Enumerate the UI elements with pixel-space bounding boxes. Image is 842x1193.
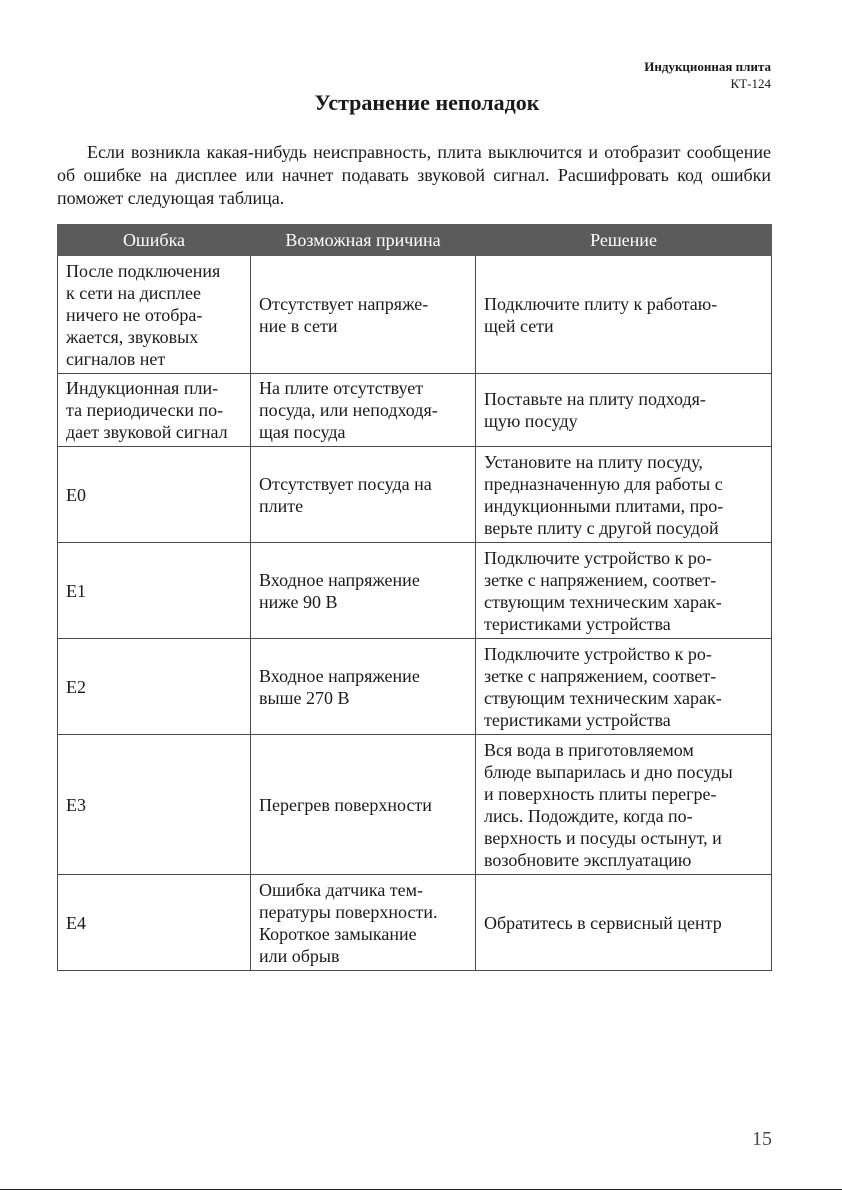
cell-text-line: E3	[66, 794, 86, 815]
cell-text-line: Отсутствует посуда на	[259, 473, 432, 494]
error-cell	[58, 374, 251, 447]
cause-cell	[251, 256, 476, 374]
cell-text-line: и поверхность плиты перегре-	[484, 783, 717, 804]
error-cell	[58, 256, 251, 374]
running-header	[644, 58, 771, 92]
cell-text-line: ствующим техническим харак-	[484, 687, 722, 708]
cell-text-line: предназначенную для работы с	[484, 473, 723, 494]
page-title: Устранение неполадок	[314, 90, 540, 115]
cell-text-line: ние в сети	[259, 315, 338, 336]
cause-cell	[251, 735, 476, 875]
cell-text-line: теристиками устройства	[484, 613, 671, 634]
column-header-solution: Решение	[476, 225, 772, 256]
cell-text-line: Отсутствует напряже-	[259, 293, 429, 314]
cell-text-line: сигналов нет	[66, 348, 166, 369]
cell-text-line: выше 270 В	[259, 687, 350, 708]
cell-text-line: возобновите эксплуатацию	[484, 849, 692, 870]
intro-paragraph: Если возникла какая-нибудь неисправность, плита выключится и отобразит сообщение об ошибке на дисплее или начнет подавать звуковой сигнал. Расшифровать код ошибки поможет следующая таблица.	[57, 142, 771, 208]
cell-text-line: зетке с напряжением, соответ-	[484, 665, 717, 686]
troubleshooting-table	[57, 224, 772, 971]
cell-text-line: щая посуда	[259, 422, 346, 442]
cell-text-line: жается, звуковых	[66, 326, 199, 347]
cell-text-line: Ошибка датчика тем-	[259, 879, 424, 900]
cell-text-line: Вся вода в приготовляемом	[484, 739, 694, 760]
cause-cell	[251, 875, 476, 971]
solution-cell	[476, 735, 772, 875]
cell-text-line: или обрыв	[259, 945, 340, 966]
error-cell	[58, 735, 251, 875]
cause-cell	[251, 639, 476, 735]
table-row	[58, 735, 772, 875]
solution-cell	[476, 875, 772, 971]
cell-text-line: ствующим техническим харак-	[484, 591, 722, 612]
cell-text-line: Установите на плиту посуду,	[484, 451, 703, 472]
column-header-cause: Возможная причина	[251, 225, 476, 256]
error-cell	[58, 447, 251, 543]
cell-text-line: Поставьте на плиту подходя-	[484, 389, 706, 409]
table-row	[58, 875, 772, 971]
cell-text-line: индукционными плитами, про-	[484, 495, 724, 516]
cell-text-line: лись. Подождите, когда по-	[484, 805, 693, 826]
table-row	[58, 447, 772, 543]
error-cell	[58, 639, 251, 735]
table-row	[58, 639, 772, 735]
cell-text-line: ничего не отобра-	[66, 304, 203, 325]
cell-text-line: дает звуковой сигнал	[66, 422, 228, 442]
cell-text-line: Подключите устройство к ро-	[484, 547, 712, 568]
error-cell	[58, 875, 251, 971]
error-cell	[58, 543, 251, 639]
solution-cell	[476, 374, 772, 447]
product-name: Индукционная плита	[644, 59, 771, 74]
cell-text-line: та периодически по-	[66, 400, 224, 420]
cell-text-line: зетке с напряжением, соответ-	[484, 569, 717, 590]
table-row	[58, 374, 772, 447]
cell-text-line: Индукционная пли-	[66, 378, 219, 398]
cause-cell	[251, 374, 476, 447]
cell-text-line: Входное напряжение	[259, 569, 420, 590]
cell-text-line: щую посуду	[484, 411, 578, 431]
solution-cell	[476, 447, 772, 543]
model-number: КТ-124	[730, 76, 771, 91]
cell-text-line: к сети на дисплее	[66, 282, 201, 303]
cell-text-line: верьте плиту с другой посудой	[484, 517, 719, 538]
cell-text-line: посуда, или неподходя-	[259, 400, 438, 420]
cell-text-line: Входное напряжение	[259, 665, 420, 686]
solution-cell	[476, 256, 772, 374]
cell-text-line: Короткое замыкание	[259, 923, 417, 944]
cell-text-line: Перегрев поверхности	[259, 794, 432, 815]
solution-cell	[476, 639, 772, 735]
cell-text-line: верхность и посуды остынут, и	[484, 827, 722, 848]
column-header-error: Ошибка	[58, 225, 251, 256]
cell-text-line: Подключите плиту к работаю-	[484, 293, 718, 314]
cell-text-line: E4	[66, 912, 86, 933]
table-row	[58, 256, 772, 374]
page-number: 15	[752, 1128, 772, 1150]
table-row	[58, 543, 772, 639]
cell-text-line: После подключения	[66, 260, 221, 281]
cell-text-line: E1	[66, 580, 86, 601]
cause-cell	[251, 543, 476, 639]
cell-text-line: Обратитесь в сервисный центр	[484, 912, 722, 933]
cell-text-line: блюде выпарилась и дно посуды	[484, 761, 733, 782]
cell-text-line: E2	[66, 676, 86, 697]
cell-text-line: плите	[259, 495, 304, 516]
cell-text-line: ниже 90 В	[259, 591, 338, 612]
cell-text-line: Подключите устройство к ро-	[484, 643, 712, 664]
cell-text-line: E0	[66, 484, 86, 505]
cell-text-line: пературы поверхности.	[259, 901, 438, 922]
cause-cell	[251, 447, 476, 543]
solution-cell	[476, 543, 772, 639]
table-header-row	[58, 225, 772, 256]
cell-text-line: щей сети	[484, 315, 554, 336]
cell-text-line: теристиками устройства	[484, 709, 671, 730]
page-bottom-rule	[0, 1189, 842, 1190]
cell-text-line: На плите отсутствует	[259, 378, 424, 398]
